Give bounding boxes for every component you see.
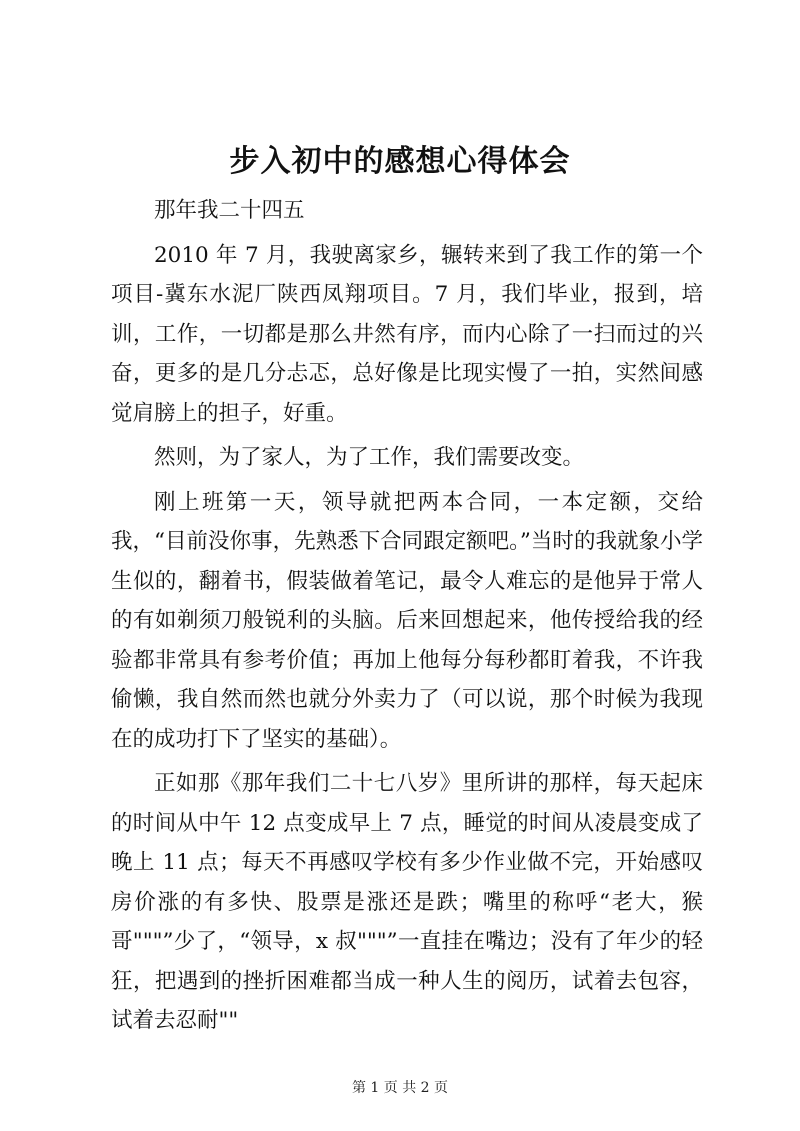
paragraph: 正如那《那年我们二十七八岁》里所讲的那样，每天起床的时间从中午 12 点变成早上 7 点，睡觉的时间从凌晨变成了晚上 11 点；每天不再感叹学校有多少作业做不完，开始感叹房价涨的有多快、股票是涨还是跌；嘴里的称呼“老大，猴哥"""”少了，“领导，x 叔"""”一直挂在嘴边；没有了年少的轻狂，把遇到的挫折困难都当成一种人生的阅历，试着去包容，试着去忍耐"" (111, 771, 703, 1033)
paragraph: 刚上班第一天，领导就把两本合同，一本定额，交给我，“目前没你事，先熟悉下合同跟定额吧。”当时的我就象小学生似的，翻着书，假装做着笔记，最令人难忘的是他异于常人的有如剃须刀般锐利的头脑。后来回想起来，他传授给我的经验都非常具有参考价值；再加上他每分每秒都盯着我，不许我偷懒，我自然而然也就分外卖力了（可以说，那个时候为我现在的成功打下了坚实的基础）。 (111, 489, 703, 752)
page-number-footer: 第 1 页 共 2 页 (351, 1080, 449, 1096)
paragraph: 那年我二十四五 (154, 198, 305, 223)
document-title: 步入初中的感想心得体会 (229, 144, 571, 179)
paragraph: 2010 年 7 月，我驶离家乡，辗转来到了我工作的第一个项目-冀东水泥厂陕西凤翔项目。7 月，我们毕业，报到，培训，工作，一切都是那么井然有序，而内心除了一扫而过的兴奋，更多的是几分忐忑，总好像是比现实慢了一拍，实然间感觉肩膀上的担子，好重。 (111, 242, 703, 426)
paragraph: 然则，为了家人，为了工作，我们需要改变。 (154, 445, 585, 470)
document-body (111, 191, 703, 1041)
